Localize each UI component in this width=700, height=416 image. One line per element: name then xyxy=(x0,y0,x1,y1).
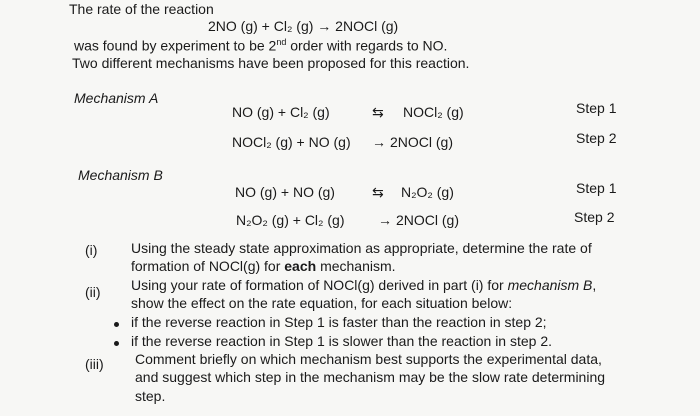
order-statement xyxy=(74,37,447,54)
mech-b-step1-label: Step 1 xyxy=(576,180,617,196)
intro-line: The rate of the reaction xyxy=(69,1,214,17)
question-i-number: (i) xyxy=(85,242,98,258)
bullet-icon xyxy=(114,341,119,346)
question-i-line2 xyxy=(131,258,396,275)
question-i-line1: Using the steady state approximation as appropriate, determine the rate of xyxy=(131,240,592,256)
overall-equation: 2NO (g) + Cl₂ (g) → 2NOCl (g) xyxy=(208,18,399,34)
mech-b-step2-label: Step 2 xyxy=(574,209,615,225)
mech-a-step1-rhs: NOCl₂ (g) xyxy=(403,104,464,120)
order-statement-pre: was found by experiment to be 2 xyxy=(74,37,277,54)
question-ii-line2: show the effect on the rate equation, for each situation below: xyxy=(131,295,513,311)
mech-a-step1-label: Step 1 xyxy=(576,100,617,116)
mech-a-step2-arrow: → xyxy=(372,134,386,150)
mechanism-b-label: Mechanism B xyxy=(78,167,163,183)
mech-b-step2-rhs: 2NOCl (g) xyxy=(396,212,460,228)
question-ii-line1-post: , xyxy=(592,277,597,293)
bullet-icon xyxy=(114,322,119,327)
question-iii-line2: and suggest which step in the mechanism may be the slow rate determining xyxy=(135,369,606,385)
mech-a-step1-lhs: NO (g) + Cl₂ (g) xyxy=(232,104,330,120)
mech-a-step2-label: Step 2 xyxy=(576,130,617,146)
mech-a-step2-rhs: 2NOCl (g) xyxy=(390,134,454,150)
question-iii-line3: step. xyxy=(135,388,166,404)
order-superscript: nd xyxy=(276,37,287,47)
question-ii-line1 xyxy=(131,277,596,294)
mech-b-step1-lhs: NO (g) + NO (g) xyxy=(235,184,335,200)
mechanism-a-label: Mechanism A xyxy=(74,90,159,106)
question-iii-line1: Comment briefly on which mechanism best supports the experimental data, xyxy=(135,351,602,367)
question-i-line2-pre: formation of NOCl(g) for xyxy=(131,258,285,274)
mech-b-step2-arrow: → xyxy=(378,212,392,228)
order-statement-post: order with regards to NO. xyxy=(286,37,448,54)
question-ii-line1-pre: Using your rate of formation of NOCl(g) derived in part (i) for xyxy=(131,277,508,293)
bullet-item-faster: if the reverse reaction in Step 1 is faster than the reaction in step 2; xyxy=(131,314,547,330)
question-iii-number: (iii) xyxy=(85,356,104,372)
question-ii-number: (ii) xyxy=(85,284,101,300)
question-i-line2-post: mechanism. xyxy=(316,258,396,274)
mech-a-step2-lhs: NOCl₂ (g) + NO (g) xyxy=(232,134,351,150)
bullet-item-slower: if the reverse reaction in Step 1 is slower than the reaction in step 2. xyxy=(131,333,553,349)
mech-b-step1-arrow: ⇆ xyxy=(372,184,384,200)
emphasis-each: each xyxy=(284,258,317,274)
mech-b-step1-rhs: N₂O₂ (g) xyxy=(401,184,454,200)
mech-a-step1-arrow: ⇆ xyxy=(372,104,384,120)
mech-b-step2-lhs: N₂O₂ (g) + Cl₂ (g) xyxy=(236,212,345,228)
question-ii-italic: mechanism B xyxy=(507,277,593,293)
mechanisms-intro: Two different mechanisms have been proposed for this reaction. xyxy=(72,55,470,71)
